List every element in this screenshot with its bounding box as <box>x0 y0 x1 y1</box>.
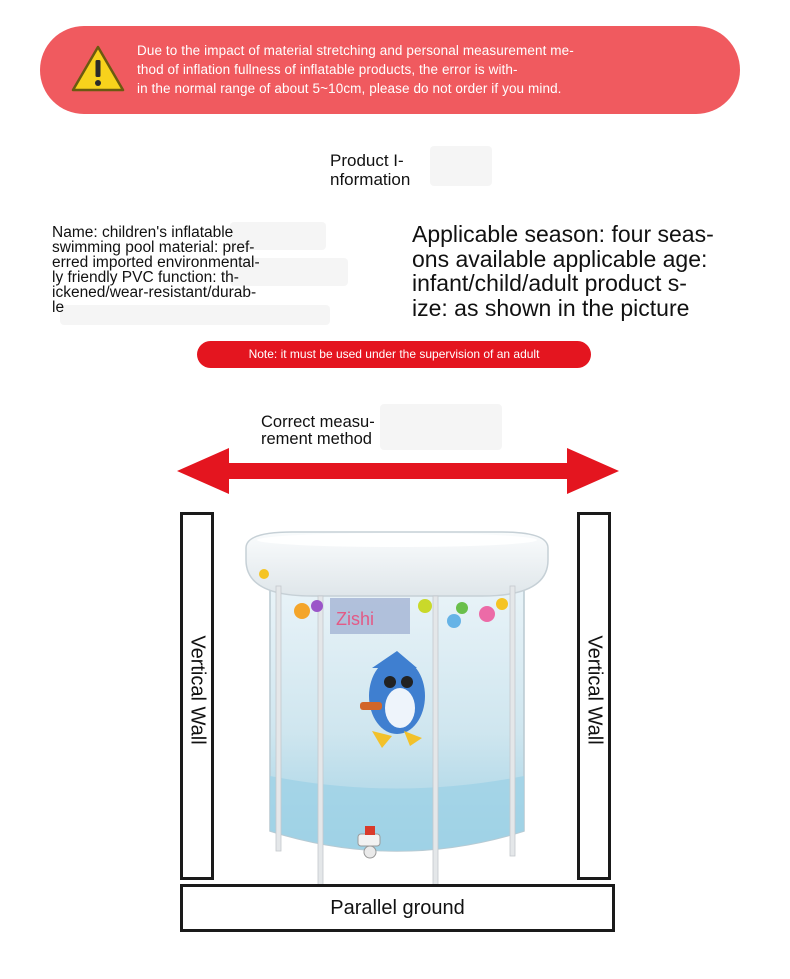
measurement-label <box>261 414 396 448</box>
wall-label: Vertical Wall <box>186 635 209 745</box>
detail-line: ickened/wear-resistant/durab- <box>52 284 257 301</box>
title-line: Product I- <box>330 151 404 170</box>
detail-line: infant/child/adult product s- <box>412 270 687 296</box>
detail-line: le <box>52 299 65 316</box>
warning-text <box>137 41 697 98</box>
warning-line: thod of inflation fullness of inflatable products, the error is with- <box>137 62 518 77</box>
wall-label: Vertical Wall <box>583 635 606 745</box>
supervision-note: Note: it must be used under the supervision of an adult <box>197 341 591 368</box>
title-line: nformation <box>330 170 411 189</box>
inflatable-pool-image <box>232 526 562 886</box>
detail-line: Applicable season: four seas- <box>412 221 714 247</box>
wall-label-box <box>185 610 209 770</box>
detail-line: swimming pool material: pref- <box>52 239 255 256</box>
warning-banner <box>40 26 740 114</box>
measure-line: rement method <box>261 430 372 448</box>
warning-triangle-icon <box>70 44 126 94</box>
warning-line: Due to the impact of material stretching and personal measurement me- <box>137 43 574 58</box>
warning-line: in the normal range of about 5~10cm, please do not order if you mind. <box>137 81 562 96</box>
vertical-wall-right <box>577 512 611 880</box>
detail-line: erred imported environmental- <box>52 254 260 271</box>
detail-line: ize: as shown in the picture <box>412 294 690 321</box>
product-info-title <box>330 151 440 189</box>
faded-text-ghost <box>380 404 502 450</box>
measure-line: Correct measu- <box>261 413 375 431</box>
detail-line: ons available applicable age: <box>412 245 708 272</box>
parallel-ground: Parallel ground <box>180 884 615 932</box>
pool-brand-label: Zishi <box>336 609 375 629</box>
product-details-left <box>52 225 312 315</box>
detail-line: ly friendly PVC function: th- <box>52 269 239 286</box>
product-details-right <box>412 222 757 320</box>
double-arrow-icon <box>175 446 621 496</box>
vertical-wall-left <box>180 512 214 880</box>
wall-label-box <box>582 610 606 770</box>
detail-line: Name: children's inflatable <box>52 224 234 241</box>
